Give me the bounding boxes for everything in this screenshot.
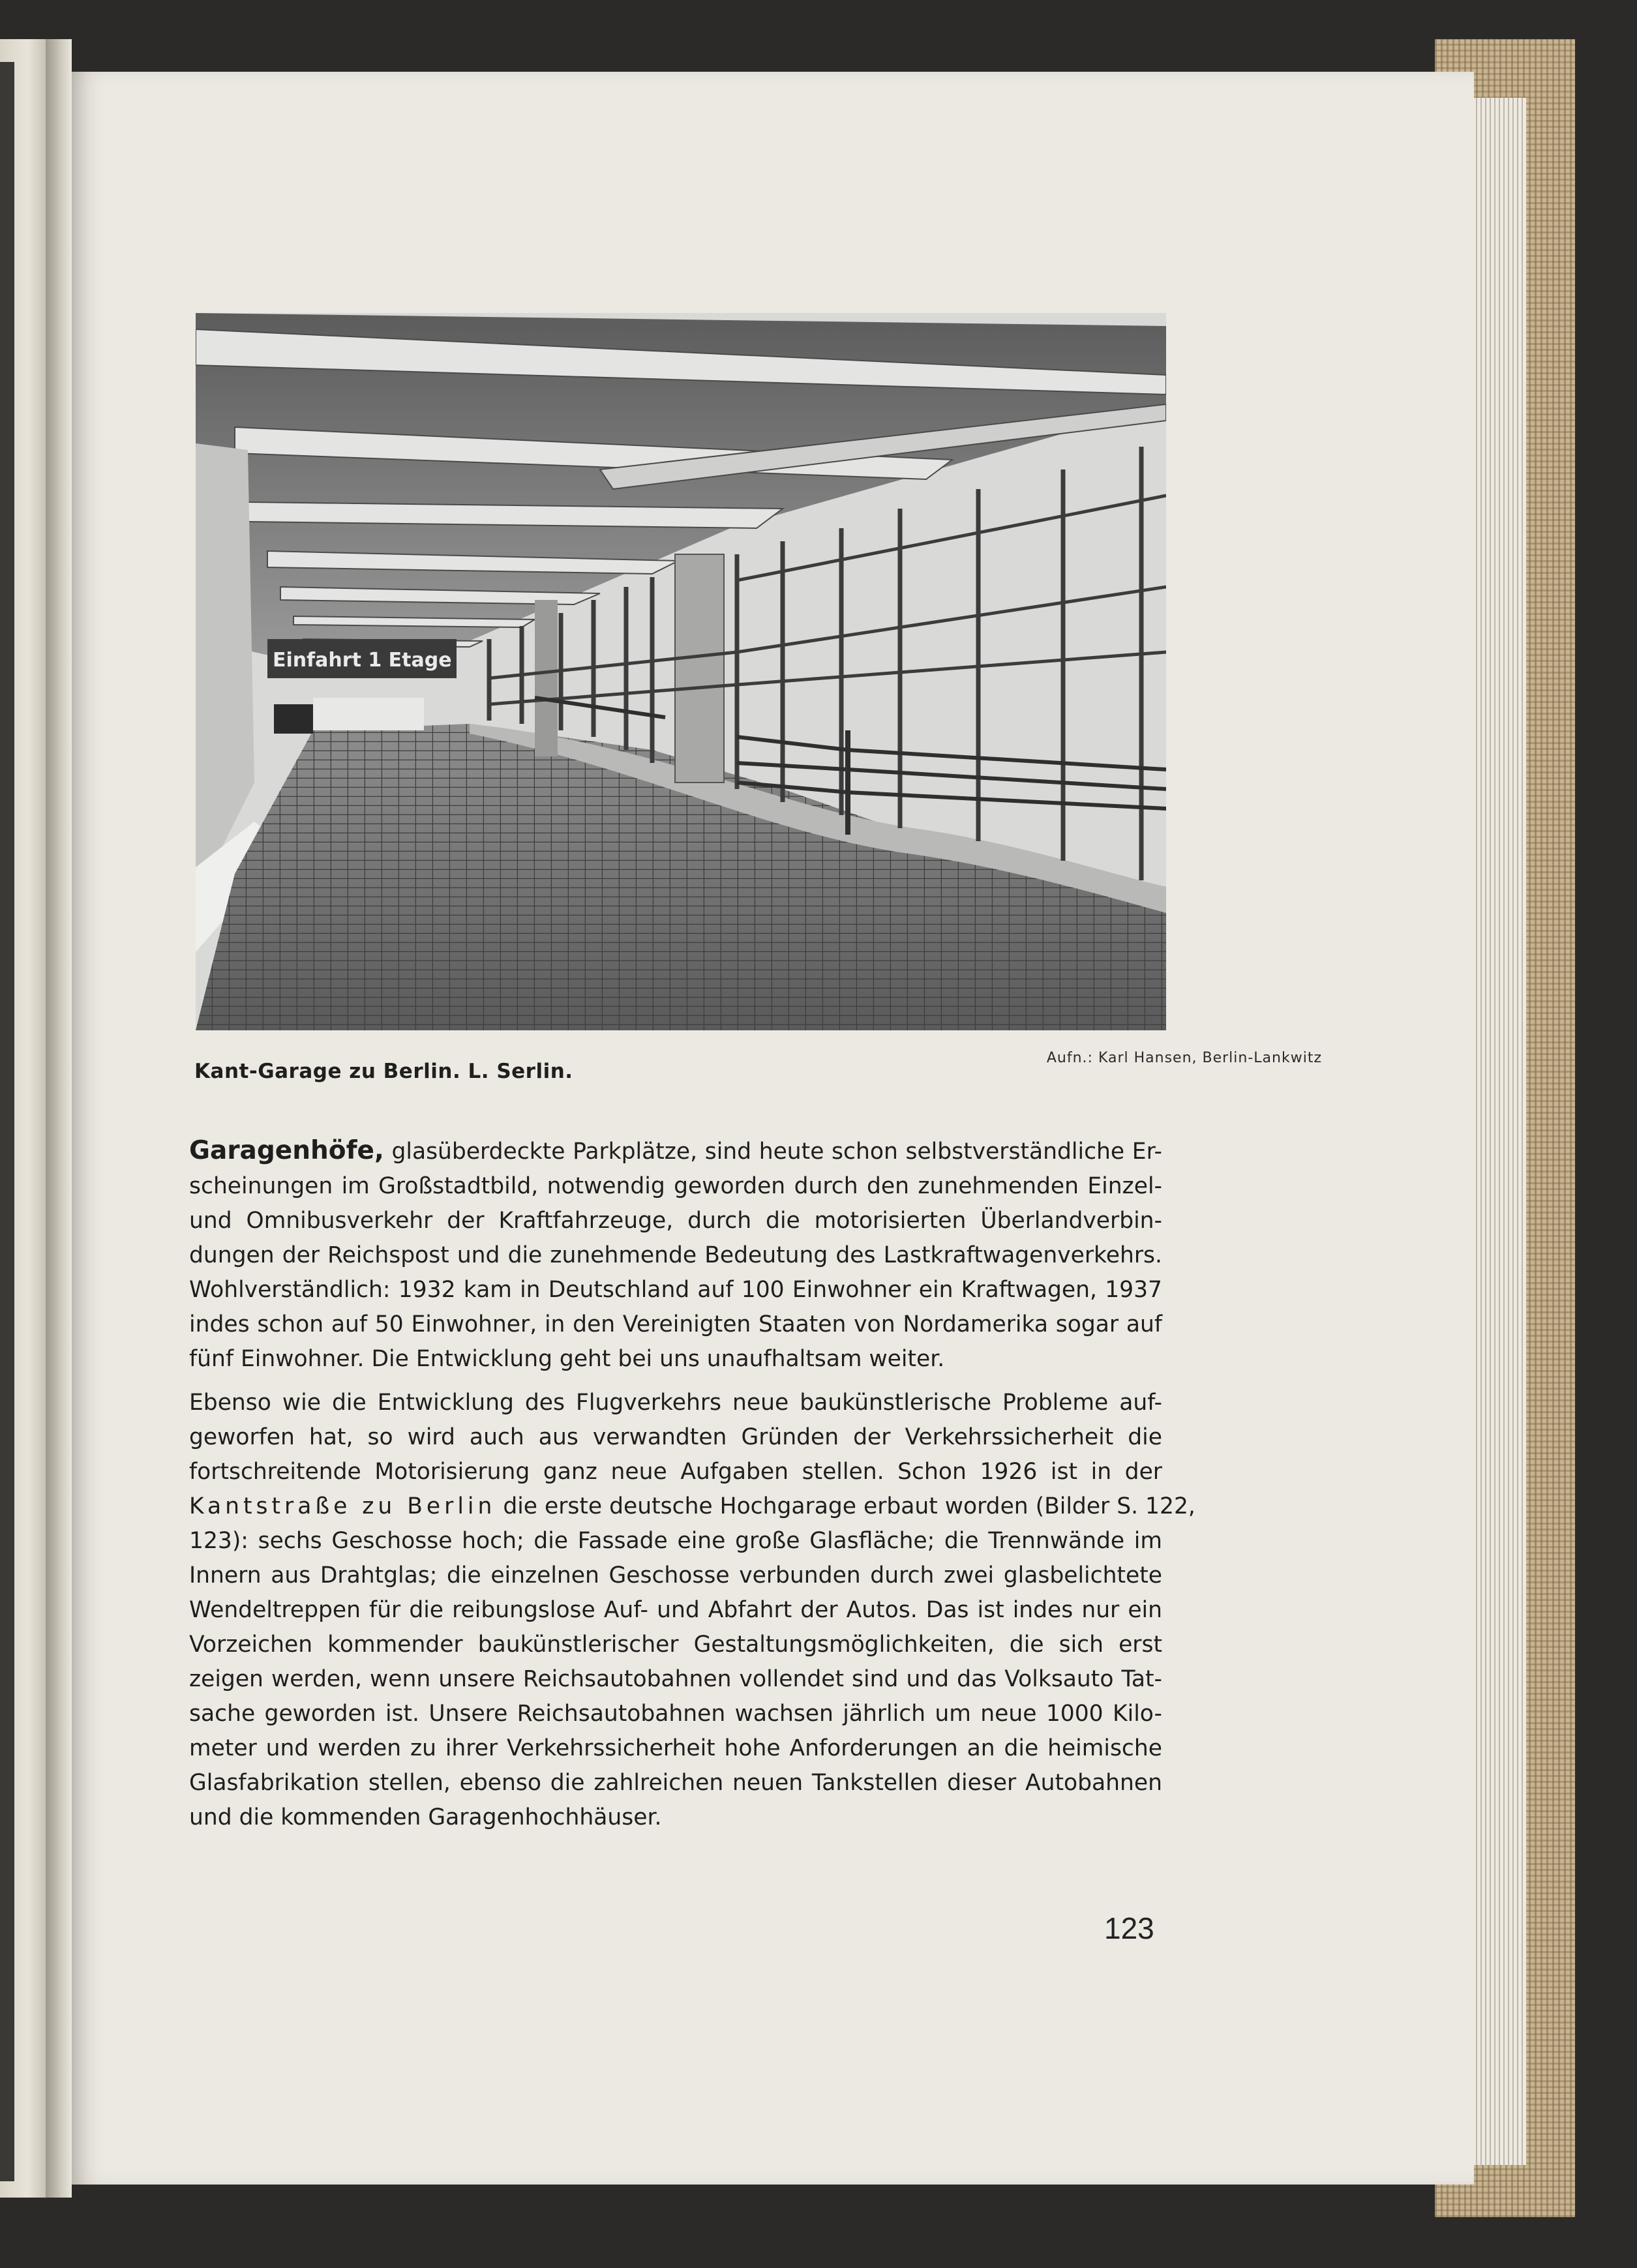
paragraph-1 xyxy=(189,1133,1162,1377)
text-line: geworfen hat, so wird auch aus verwandten Gründen der Verkehrssicherheit die xyxy=(189,1424,1162,1450)
photo-garage-interior xyxy=(196,313,1166,1030)
paragraph-2 xyxy=(189,1386,1195,1835)
text-line: zeigen werden, wenn unsere Reichsautobahnen vollendet sind und das Volksauto Tat- xyxy=(189,1666,1162,1692)
book-gutter xyxy=(46,39,72,2198)
photo-sign-text: Einfahrt 1 Etage xyxy=(273,649,452,672)
text-line: Kantstraße zu Berlin die erste deutsche Hochgarage erbaut worden (Bilder S. 122, xyxy=(189,1493,1195,1519)
text-line: Innern aus Drahtglas; die einzelnen Geschosse verbunden durch zwei glasbelichtete xyxy=(189,1562,1162,1589)
text-line: Wendeltreppen für die reibungslose Auf- und Abfahrt der Autos. Das ist indes nur ein xyxy=(189,1597,1162,1623)
photo-caption: Kant-Garage zu Berlin. L. Serlin. xyxy=(194,1060,573,1083)
photo-credit: Aufn.: Karl Hansen, Berlin-Lankwitz xyxy=(1046,1050,1322,1066)
text-line: 123): sechs Geschosse hoch; die Fassade eine große Glasfläche; die Trennwände im xyxy=(189,1528,1162,1554)
text-line: und Omnibusverkehr der Kraftfahrzeuge, durch die motorisierten Überlandverbin- xyxy=(189,1208,1162,1234)
text-line: meter und werden zu ihrer Verkehrssicherheit hohe Anforderungen an die heimische xyxy=(189,1735,1162,1761)
text-line: dungen der Reichspost und die zunehmende Bedeutung des Lastkraftwagenverkehrs. xyxy=(189,1242,1162,1268)
text-line: Garagenhöfe, glasüberdeckte Parkplätze, sind heute schon selbstverständliche Er- xyxy=(189,1136,1162,1165)
text-line: fortschreitende Motorisierung ganz neue Aufgaben stellen. Schon 1926 ist in der xyxy=(189,1459,1162,1485)
text-line: sache geworden ist. Unsere Reichsautobahnen wachsen jährlich um neue 1000 Kilo- xyxy=(189,1701,1162,1727)
spaced-street-name: Kantstraße zu Berlin xyxy=(189,1493,496,1519)
page-number: 123 xyxy=(1104,1911,1154,1945)
text-line: indes schon auf 50 Einwohner, in den Vereinigten Staaten von Nordamerika sogar auf xyxy=(189,1311,1162,1337)
left-cover-edge xyxy=(0,62,14,2181)
text-line: fünf Einwohner. Die Entwicklung geht bei uns unaufhaltsam weiter. xyxy=(189,1346,945,1372)
text-line: Glasfabrikation stellen, ebenso die zahlreichen neuen Tankstellen dieser Autobahnen xyxy=(189,1770,1162,1796)
text-line: und die kommenden Garagenhochhäuser. xyxy=(189,1804,662,1830)
text-line: Vorzeichen kommender baukünstlerischer Gestaltungsmöglichkeiten, die sich erst xyxy=(189,1632,1162,1658)
text-line: Wohlverständlich: 1932 kam in Deutschland auf 100 Einwohner ein Kraftwagen, 1937 xyxy=(189,1277,1162,1303)
photo-garage-interior-icon xyxy=(196,313,1166,1030)
text-line: Ebenso wie die Entwicklung des Flugverkehrs neue baukünstlerische Probleme auf- xyxy=(189,1390,1162,1416)
text-line: scheinungen im Großstadtbild, notwendig geworden durch den zunehmenden Einzel- xyxy=(189,1173,1162,1199)
paragraph-lead: Garagenhöfe, xyxy=(189,1136,384,1165)
